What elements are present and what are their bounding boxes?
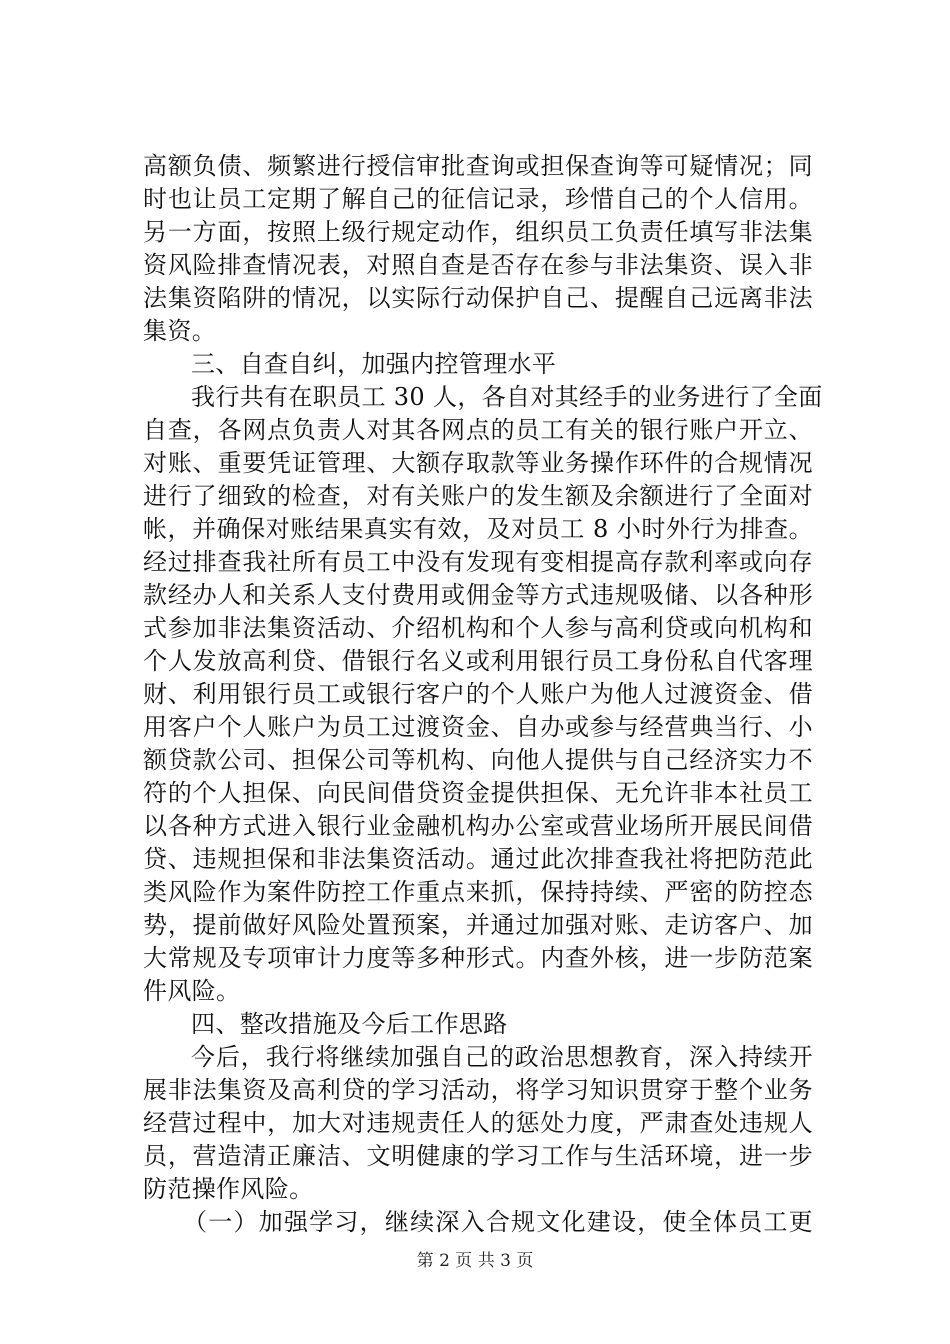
text-line: 防范操作风险。 — [143, 1175, 314, 1203]
text-line: 式参加非法集资活动、介绍机构和个人参与高利贷或向机构和 — [143, 614, 813, 642]
page-number-footer — [0, 1250, 950, 1272]
text-line: 个人发放高利贷、借银行名义或利用银行员工身份私自代客理 — [143, 647, 813, 675]
text-line: 经营过程中，加大对违规责任人的惩处力度，严肃查处违规人 — [143, 1109, 813, 1137]
text-line: 资风险排查情况表，对照自查是否存在参与非法集资、误入非 — [143, 251, 813, 279]
text-line: 贷、违规担保和非法集资活动。通过此次排查我社将把防范此 — [143, 845, 813, 873]
text-line: 进行了细致的检查，对有关账户的发生额及余额进行了全面对 — [143, 482, 813, 510]
text-line: 以各种方式进入银行业金融机构办公室或营业场所开展民间借 — [143, 812, 813, 840]
document-body — [143, 150, 823, 1239]
text-line: 高额负债、频繁进行授信审批查询或担保查询等可疑情况；同 — [143, 152, 813, 180]
text-line: 时也让员工定期了解自己的征信记录，珍惜自己的个人信用。 — [143, 185, 813, 213]
text-line: 帐，并确保对账结果真实有效，及对员工 8 小时外行为排查。 — [143, 515, 813, 543]
text-line: 符的个人担保、向民间借贷资金提供担保、无允许非本社员工 — [143, 779, 813, 807]
text-line: 势，提前做好风险处置预案，并通过加强对账、走访客户、加 — [143, 911, 813, 939]
text-line: 类风险作为案件防控工作重点来抓，保持持续、严密的防控态 — [143, 878, 813, 906]
text-line: 自查，各网点负责人对其各网点的员工有关的银行账户开立、 — [143, 416, 813, 444]
text-line: 法集资陷阱的情况，以实际行动保护自己、提醒自己远离非法 — [143, 284, 813, 312]
text-line: 展非法集资及高利贷的学习活动，将学习知识贯穿于整个业务 — [143, 1076, 813, 1104]
text-line: 件风险。 — [143, 977, 241, 1005]
text-line: 财、利用银行员工或银行客户的个人账户为他人过渡资金、借 — [143, 680, 813, 708]
text-line: 今后，我行将继续加强自己的政治思想教育，深入持续开 — [191, 1043, 813, 1071]
text-line: 额贷款公司、担保公司等机构、向他人提供与自己经济实力不 — [143, 746, 813, 774]
text-line: 集资。 — [143, 317, 217, 345]
text-line: 员，营造清正廉洁、文明健康的学习工作与生活环境，进一步 — [143, 1142, 813, 1170]
text-line: 大常规及专项审计力度等多种形式。内查外核，进一步防范案 — [143, 944, 813, 972]
page-number-label: 第 2 页 共 3 页 — [416, 1251, 534, 1271]
text-line: 用客户个人账户为员工过渡资金、自办或参与经营典当行、小 — [143, 713, 813, 741]
text-line: 款经办人和关系人支付费用或佣金等方式违规吸储、以各种形 — [143, 581, 813, 609]
subsection-line: （一）加强学习，继续深入合规文化建设，使全体员工更 — [183, 1208, 813, 1236]
section-heading: 四、整改措施及今后工作思路 — [191, 1010, 508, 1038]
text-line: 另一方面，按照上级行规定动作，组织员工负责任填写非法集 — [143, 218, 813, 246]
section-heading: 三、自查自纠，加强内控管理水平 — [191, 350, 557, 378]
text-line: 对账、重要凭证管理、大额存取款等业务操作环件的合规情况 — [143, 449, 813, 477]
text-line: 我行共有在职员工 30 人，各自对其经手的业务进行了全面 — [191, 383, 823, 411]
text-line: 经过排查我社所有员工中没有发现有变相提高存款利率或向存 — [143, 548, 813, 576]
